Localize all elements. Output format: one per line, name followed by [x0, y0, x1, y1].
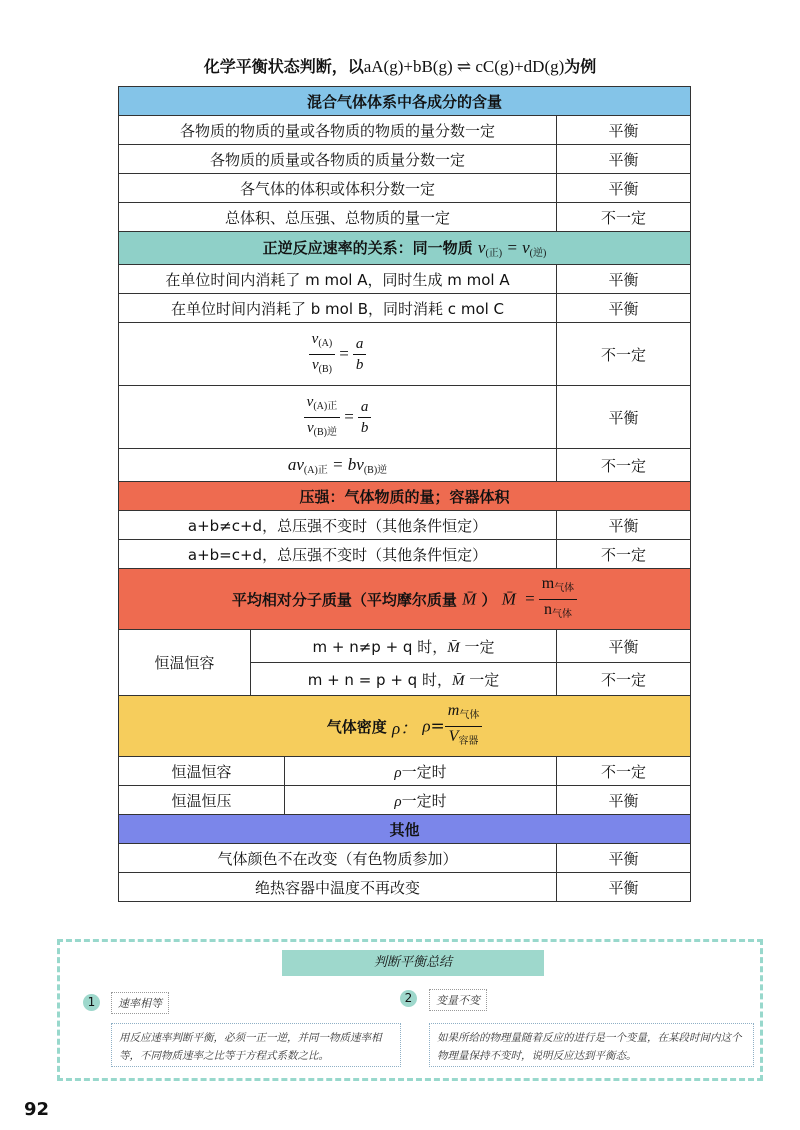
rate-ratio-forward-reverse-formula: $\frac{v_{(A)正}}{v_{(B)逆}}$ = $\frac{a}{b}$ [119, 386, 557, 449]
section-header-pressure: 压强：气体物质的量；容器体积 [119, 482, 691, 511]
summary-note-2: 如果所给的物理量随着反应的进行是一个变量，在某段时间内这个物理量保持不变时，说明反应达到平衡态。 [429, 1023, 754, 1067]
table-row: 总体积、总压强、总物质的量一定 不一定 [119, 203, 691, 232]
summary-box [57, 939, 763, 1081]
molar-mass-formula: $\frac{m_{气体}}{n_{气体}}$ [539, 574, 577, 625]
summary-title: 判断平衡总结 [282, 950, 544, 976]
result-cell: 不一定 [557, 203, 691, 232]
table-row: 各物质的物质的量或各物质的物质的量分数一定 平衡 [119, 116, 691, 145]
table-row: a+b=c+d，总压强不变时（其他条件恒定） 不一定 [119, 540, 691, 569]
rate-product-formula: $av_{(A)正} = bv_{(B)逆}$ [119, 449, 557, 482]
section-header-other: 其他 [119, 815, 691, 844]
summary-number-1: 1 [83, 994, 100, 1011]
table-row: 在单位时间内消耗了 m mol A，同时生成 m mol A 平衡 [119, 265, 691, 294]
page-title [0, 54, 800, 77]
table-row: a+b≠c+d，总压强不变时（其他条件恒定） 平衡 [119, 511, 691, 540]
table-row [119, 323, 691, 386]
table-row [119, 386, 691, 449]
result-cell: 不一定 [557, 757, 691, 786]
table-row: 恒温恒容 m + n≠p + q 时，M̄ 一定 平衡 [119, 630, 691, 663]
table-row: 绝热容器中温度不再改变 平衡 [119, 873, 691, 902]
result-cell: 不一定 [557, 663, 691, 696]
section-header-density: 气体密度 ρ： ρ= $\frac{m_{气体}}{V_{容器}}$ [119, 696, 691, 757]
result-cell: 平衡 [557, 786, 691, 815]
result-cell: 不一定 [557, 323, 691, 386]
title-prefix: 化学平衡状态判断，以 [203, 57, 364, 76]
table-row: 气体颜色不在改变（有色物质参加） 平衡 [119, 844, 691, 873]
result-cell: 平衡 [557, 265, 691, 294]
table-row: 各物质的质量或各物质的质量分数一定 平衡 [119, 145, 691, 174]
section-header-composition: 混合气体体系中各成分的含量 [119, 87, 691, 116]
table-row: m + n = p + q 时，M̄ 一定 不一定 [119, 663, 691, 696]
summary-number-2: 2 [400, 990, 417, 1007]
title-equation: aA(g)+bB(g) ⇌ cC(g)+dD(g) [363, 57, 565, 76]
result-cell: 平衡 [557, 511, 691, 540]
result-cell: 不一定 [557, 540, 691, 569]
rate-equality-formula: $v_{(正)} = v_{(逆)}$ [477, 238, 547, 259]
result-cell: 平衡 [557, 386, 691, 449]
rate-ratio-formula: $\frac{v_{(A)}}{v_{(B)}}$ = $\frac{a}{b}$ [119, 323, 557, 386]
summary-note-1: 用反应速率判断平衡，必须一正一逆，并同一物质速率相等，不同物质速率之比等于方程式系数之比。 [111, 1023, 401, 1067]
table-row [119, 449, 691, 482]
title-suffix: 为例 [564, 57, 597, 76]
group-label: 恒温恒容 [119, 630, 251, 696]
result-cell: 平衡 [557, 174, 691, 203]
summary-tag-1: 速率相等 [111, 992, 169, 1014]
result-cell: 平衡 [557, 630, 691, 663]
result-cell: 平衡 [557, 294, 691, 323]
section-header-rate: 正逆反应速率的关系：同一物质 $v_{(正)} = v_{(逆)}$ [119, 232, 691, 265]
equilibrium-table [118, 86, 691, 902]
summary-tag-2: 变量不变 [429, 989, 487, 1011]
table-row: 在单位时间内消耗了 b mol B，同时消耗 c mol C 平衡 [119, 294, 691, 323]
page-number: 92 [24, 1099, 50, 1120]
result-cell: 平衡 [557, 844, 691, 873]
result-cell: 平衡 [557, 116, 691, 145]
table-row: 各气体的体积或体积分数一定 平衡 [119, 174, 691, 203]
result-cell: 不一定 [557, 449, 691, 482]
density-formula: $\frac{m_{气体}}{V_{容器}}$ [445, 701, 483, 752]
section-header-molar-mass: 平均相对分子质量（平均摩尔质量 M̄ ） M̄ = $\frac{m_{气体}}{n_{气体}}$ [119, 569, 691, 630]
result-cell: 平衡 [557, 873, 691, 902]
table-row: 恒温恒容 ρ一定时 不一定 [119, 757, 691, 786]
table-row: 恒温恒压 ρ一定时 平衡 [119, 786, 691, 815]
result-cell: 平衡 [557, 145, 691, 174]
